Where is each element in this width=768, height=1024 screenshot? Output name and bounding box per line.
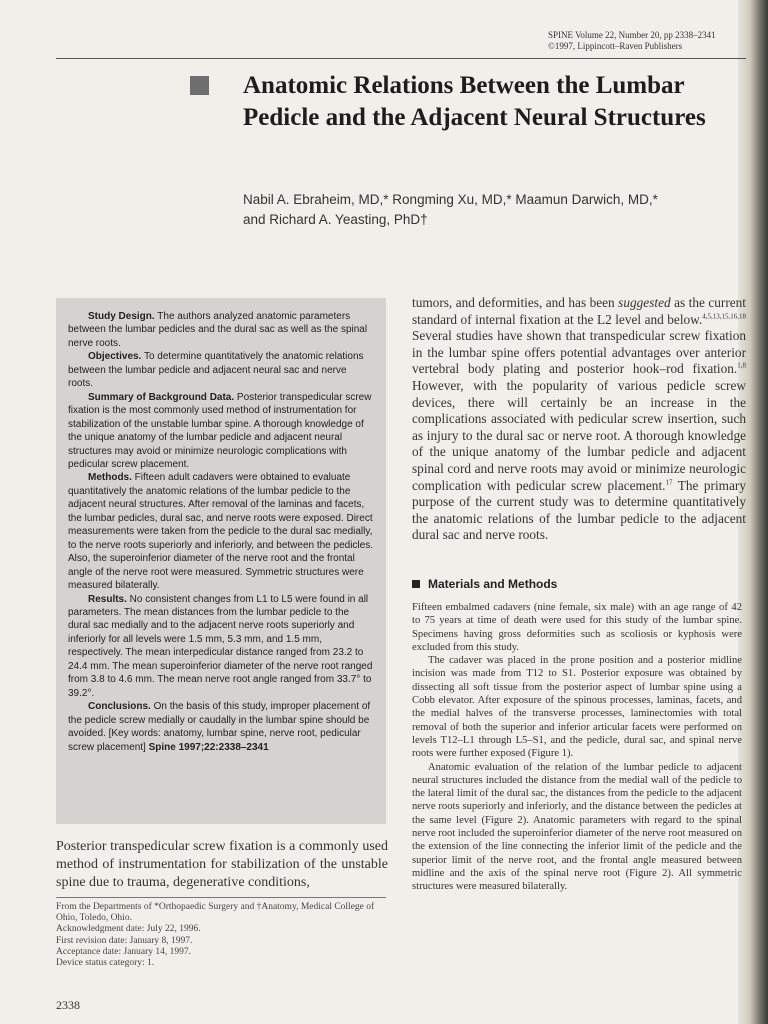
journal-copyright: ©1997, Lippincott–Raven Publishers bbox=[548, 41, 683, 51]
abstract-label: Results. bbox=[88, 593, 127, 605]
intro-text bbox=[412, 295, 746, 544]
abstract-label: Objectives. bbox=[88, 351, 142, 363]
intro-text-segment: The primary purpose of the current study was to determine quantitatively the anatomic relations of the lumbar pedicle to the adjacent dural sac and nerve roots. bbox=[412, 477, 746, 543]
abstract-methods bbox=[68, 471, 374, 592]
abstract-label: Conclusions. bbox=[88, 701, 151, 713]
intro-text-segment: However, with the popularity of various pedicle screw devices, there will certainly be an increase in the complications associated with pedicular screw insertion, such as injury to the dural sac or nerve root. A thorough knowledge of the unique anatomy of the lumbar pedicle and adjacent spinal cord and nerve roots may avoid or minimize neurologic complication with pedicular screw placement. bbox=[412, 377, 746, 493]
abstract-text: On the basis of this study, improper placement of the pedicle screw medially or caudally in the lumbar spine should be avoided. [Key words: anatomy, lumbar spine, nerve root, pedicular screw placement] bbox=[68, 701, 371, 753]
footnote-affiliation: From the Departments of *Orthopaedic Surgery and †Anatomy, Medical College of Ohio, Toledo, Ohio. bbox=[56, 902, 375, 924]
footnote-device-status: Device status category: 1. bbox=[56, 958, 155, 969]
abstract-text: Posterior transpedicular screw fixation is the most commonly used method of instrumentation for stabilization of the unstable lumbar spine. A thorough knowledge of the unique anatomy of the lumbar pedicle and adjacent neural structures may avoid or minimize neurologic complications with pedicular screw placement. bbox=[68, 391, 372, 470]
author-list bbox=[243, 190, 723, 230]
intro-emphasis: suggested bbox=[618, 295, 671, 310]
intro-text-segment: tumors, and deformities, and has been bbox=[412, 295, 619, 310]
heading-square-bullet bbox=[412, 580, 420, 588]
abstract-study-design bbox=[68, 310, 374, 350]
abstract-results bbox=[68, 593, 374, 701]
methods-paragraph: Fifteen embalmed cadavers (nine female, six male) with an age range of 42 to 75 years at time of death were used for this study of the lumbar spine. Specimens having gross deformities such as scoliosis or kyphosis were excluded from this study. bbox=[412, 602, 742, 653]
footnote-acceptance: Acceptance date: January 14, 1997. bbox=[56, 946, 192, 957]
footnotes bbox=[56, 902, 376, 969]
reference-superscript: 1,8 bbox=[737, 361, 746, 370]
abstract-label: Summary of Background Data. bbox=[88, 391, 235, 403]
journal-header bbox=[548, 30, 748, 52]
methods-body bbox=[412, 601, 742, 894]
intro-paragraph-continued bbox=[412, 295, 746, 544]
abstract-text: Fifteen adult cadavers were obtained to evaluate quantitatively the anatomic relations of the lumbar pedicle to the adjacent neural structures. After removal of the laminas and facets, the lumbar pedicles, dural sac, and nerve roots were exposed. Direct measurements were taken from the pedicle to the dural sac medially, to the nerve roots superiorly and inferiorly, and between the pedicles. Also, the superoinferior diameter of the nerve root and the frontal angle of the nerve root were measured. Symmetric structures were measured bilaterally. bbox=[68, 472, 373, 592]
abstract-label: Methods. bbox=[88, 472, 132, 484]
abstract-label: Study Design. bbox=[88, 311, 155, 322]
header-rule bbox=[56, 58, 746, 59]
methods-paragraph: The cadaver was placed in the prone position and a posterior midline incision was made from T12 to S1. Posterior exposure was obtained by dissecting all soft tissue from the posterior aspect of lumbar spine using a Cobb elevator. After exposure of the spinous processes, laminas, facets, and the medial halves of the transverse processes, laminectomies with total removal of both the superior and inferior articular facets were performed on levels T12–L1 through L5–S1, and the pedicle, dural sac, and spinal nerve roots were further exposed (Figure 1). bbox=[412, 655, 742, 760]
abstract-objectives bbox=[68, 350, 374, 390]
methods-heading-text: Materials and Methods bbox=[428, 577, 558, 591]
abstract-text: To determine quantitatively the anatomic relations between the lumbar pedicle and adjacent neural sac and nerve roots. bbox=[68, 351, 364, 390]
abstract-conclusions bbox=[68, 700, 374, 754]
footnote-acknowledgment: Acknowledgment date: July 22, 1996. bbox=[56, 924, 201, 935]
journal-citation: SPINE Volume 22, Number 20, pp 2338–2341 bbox=[548, 30, 716, 40]
footnote-rule bbox=[56, 897, 386, 898]
abstract-background-data bbox=[68, 391, 374, 472]
author-line-1: Nabil A. Ebraheim, MD,* Rongming Xu, MD,* Maamun Darwich, MD,* bbox=[243, 192, 658, 207]
title-square-marker bbox=[190, 76, 209, 95]
reference-superscript: 17 bbox=[665, 478, 673, 487]
author-line-2: and Richard A. Yeasting, PhD† bbox=[243, 212, 428, 227]
intro-text-segment: as the current standard of internal fixation at the L2 level and below. bbox=[412, 295, 746, 327]
footnote-revision: First revision date: January 8, 1997. bbox=[56, 935, 193, 946]
abstract-text: No consistent changes from L1 to L5 were found in all parameters. The mean distances from the lumbar pedicle to the dural sac medially and to the adjacent nerve roots superiorly and inferiorly for all levels were 1.5 mm, 5.3 mm, and 1.5 mm, respectively. The mean interpedicular distance ranged from 23.2 to 24.4 mm. The mean superoinferior diameter of the nerve root ranged from 3.8 to 4.6 mm. The mean nerve root angle ranged from 33.7° to 39.2°. bbox=[68, 593, 373, 699]
methods-paragraph: Anatomic evaluation of the relation of the lumbar pedicle to adjacent neural structures included the distance from the medial wall of the pedicle to the lateral limit of the dural sac, the distances from the pedicle to the adjacent nerve roots superiorly and inferiorly, and the distance between the pedicles at the same level (Figure 2). Anatomic parameters with regard to the spinal nerve root included the superoinferior diameter of the nerve root measured on the extension of the line connecting the inferior limit of the pedicle and the superior limit of the nerve root, and the frontal angle measured between midline and the axis of the spinal nerve root (Figure 2). All symmetric structures were measured bilaterally. bbox=[412, 761, 742, 893]
abstract-text: The authors analyzed anatomic parameters between the lumbar pedicles and the dural sac as well as the spinal nerve roots. bbox=[68, 311, 368, 349]
abstract-citation: Spine 1997;22:2338–2341 bbox=[148, 741, 269, 753]
reference-superscript: 4,5,13,15,16,18 bbox=[702, 312, 746, 321]
intro-paragraph-start: Posterior transpedicular screw fixation is a commonly used method of instrumentation for stabilization of the unstable spine due to trauma, degenerative conditions, bbox=[56, 839, 388, 890]
intro-text-segment: Several studies have shown that transpedicular screw fixation in the lumbar spine offers potential advantages over anterior vertebral body plating and posterior hook–rod fixation. bbox=[412, 328, 746, 377]
methods-heading bbox=[412, 577, 742, 591]
abstract bbox=[68, 310, 374, 754]
article-title: Anatomic Relations Between the Lumbar Pedicle and the Adjacent Neural Structures bbox=[243, 72, 706, 131]
page-number: 2338 bbox=[56, 998, 80, 1012]
